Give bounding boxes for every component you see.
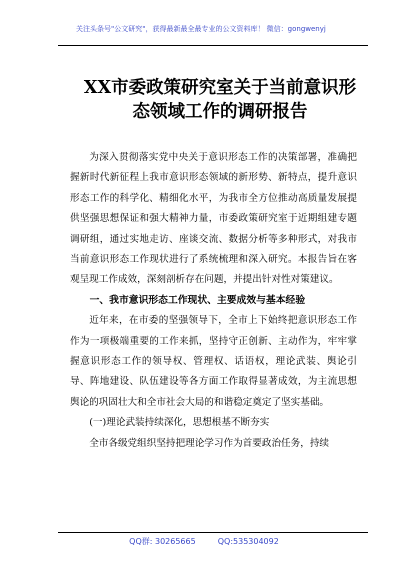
subsection-1-paragraph: 全市各级党组织坚持把理论学习作为首要政治任务，持续 — [89, 437, 330, 449]
header-banner: 关注头条号"公文研究"，获得最新最全最专业的公文资料库！ 微信：gongwenyj — [76, 25, 326, 33]
header-divider — [58, 45, 368, 46]
document-body — [70, 148, 357, 454]
section-1-paragraph: 近年来，在市委的坚强领导下，全市上下始终把意识形态工作作为一项极端重要的工作来抓，坚持守正创新、主动作为，牢牢掌握意识形态工作的领导权、管理权、话语权，理论武装、舆论引导、阵地建设、队伍建设等各方面工作取得显著成效，为主流思想舆论的巩固壮大和全市社会大局的和谐稳定奠定了坚实基础。 — [70, 315, 357, 408]
subsection-1-heading: (一)理论武装持续深化，思想根基不断夯实 — [89, 417, 270, 429]
title-line-2: 态领域工作的调研报告 — [132, 102, 308, 122]
footer-qq-group: QQ群: 30265665 — [129, 537, 196, 546]
intro-paragraph: 为深入贯彻落实党中央关于意识形态工作的决策部署，准确把握新时代新征程上我市意识形态领域的新形势、新特点，提升意识形态工作的科学化、精细化水平，为我市全方位推动高质量发展提供坚强思想保证和强大精神力量，市委政策研究室于近期组建专题调研组，通过实地走访、座谈交流、数据分析等多种形式，对我市当前意识形态工作现状进行了系统梳理和深入研究。本报告旨在客观呈现工作成效，深刻剖析存在问题，并提出针对性对策建议。 — [70, 152, 357, 286]
footer — [0, 536, 408, 547]
section-1-heading: 一、我市意识形态工作现状、主要成效与基本经验 — [89, 294, 306, 306]
title-line-1: XX市委政策研究室关于当前意识形 — [83, 78, 357, 98]
footer-divider — [58, 532, 368, 533]
footer-qq: QQ:535304092 — [217, 537, 279, 546]
document-title — [70, 76, 370, 124]
